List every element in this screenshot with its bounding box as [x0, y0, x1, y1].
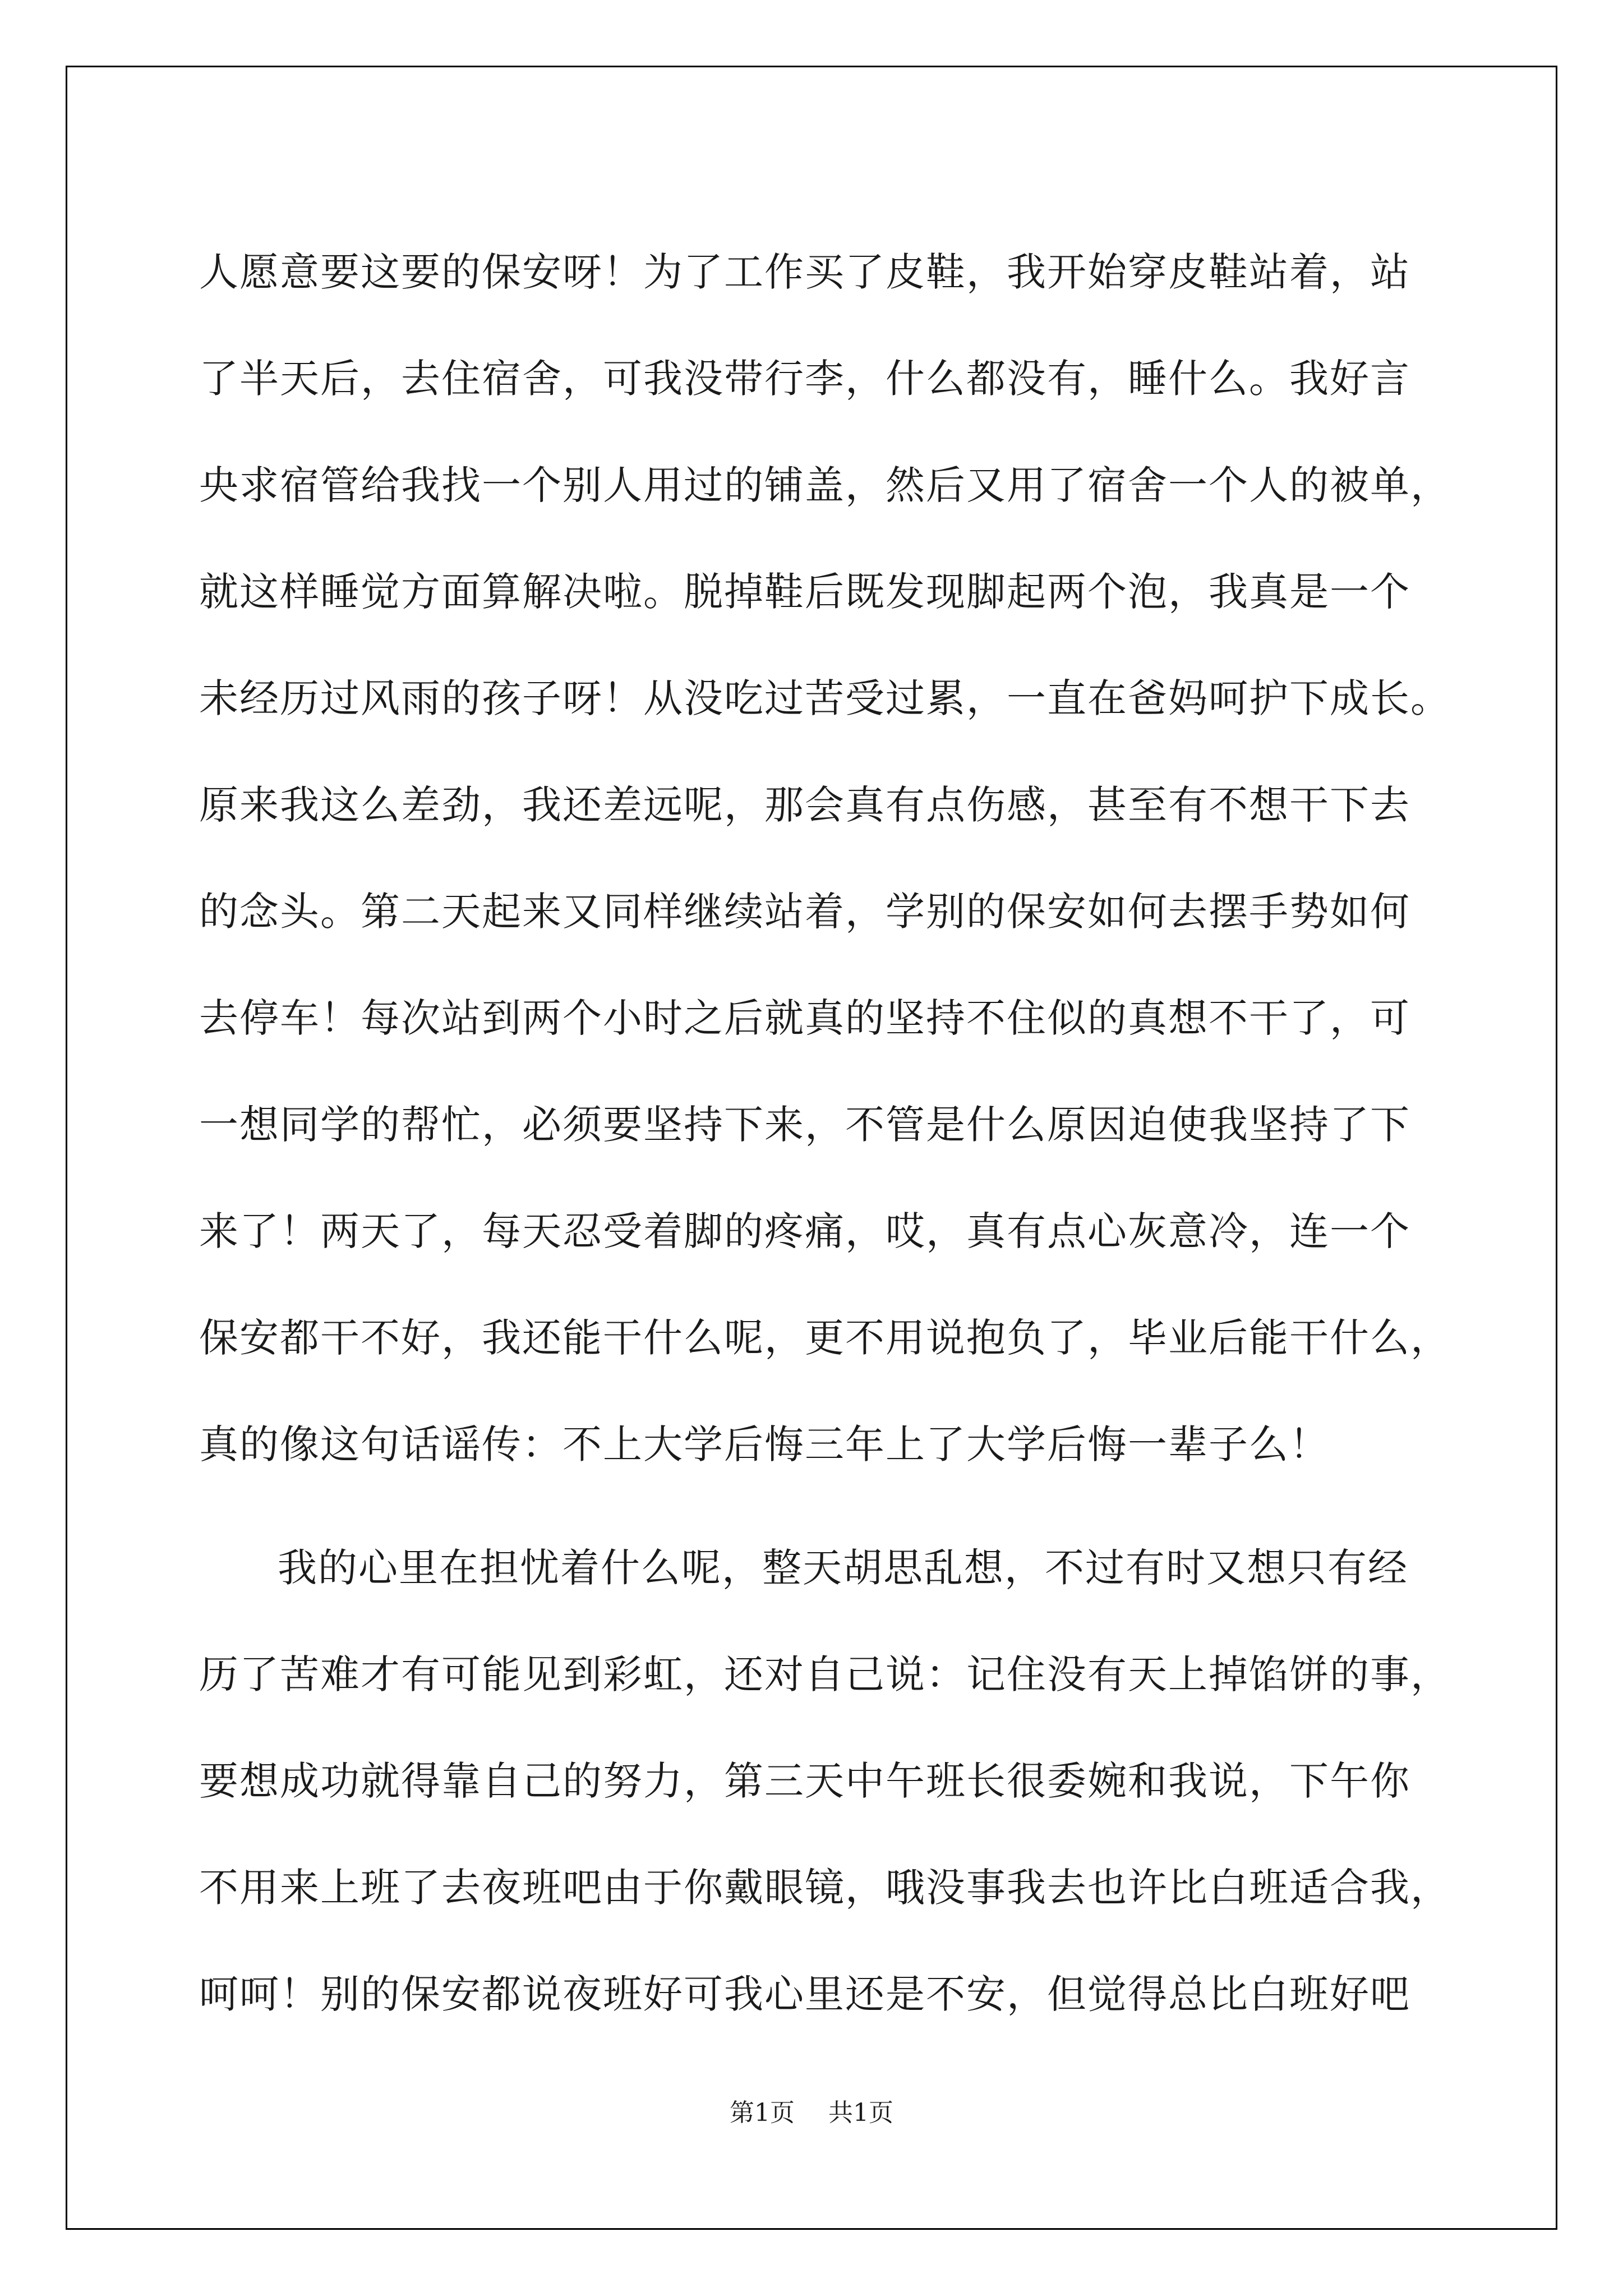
text-line: 人愿意要这要的保安呀！为了工作买了皮鞋，我开始穿皮鞋站着，站 — [199, 249, 1410, 295]
document-body — [199, 219, 1451, 2047]
paragraph — [199, 1515, 1451, 2047]
paragraph — [199, 219, 1451, 1498]
page-number: 第1页 — [730, 2099, 795, 2127]
text-line: 原来我这么差劲，我还差远呢，那会真有点伤感，甚至有不想干下去 — [199, 782, 1410, 828]
text-line: 我的心里在担忧着什么呢，整天胡思乱想，不过有时又想只有经 — [278, 1545, 1408, 1591]
text-line: 的念头。第二天起来又同样继续站着，学别的保安如何去摆手势如何 — [199, 889, 1410, 935]
text-line: 来了！两天了，每天忍受着脚的疼痛，哎，真有点心灰意冷，连一个 — [199, 1208, 1410, 1254]
text-line: 呵呵！别的保安都说夜班好可我心里还是不安，但觉得总比白班好吧 — [199, 1971, 1410, 2017]
text-line: 一想同学的帮忙，必须要坚持下来，不管是什么原因迫使我坚持了下 — [199, 1102, 1410, 1148]
text-line: 了半天后，去住宿舍，可我没带行李，什么都没有，睡什么。我好言 — [199, 356, 1410, 402]
text-line: 就这样睡觉方面算解决啦。脱掉鞋后既发现脚起两个泡，我真是一个 — [199, 569, 1410, 615]
paragraph-spacer — [199, 1498, 1433, 1515]
text-line: 央求宿管给我找一个别人用过的铺盖，然后又用了宿舍一个人的被单， — [199, 462, 1451, 508]
text-line: 历了苦难才有可能见到彩虹，还对自己说：记住没有天上掉馅饼的事， — [199, 1651, 1451, 1697]
text-line: 去停车！每次站到两个小时之后就真的坚持不住似的真想不干了，可 — [199, 995, 1410, 1041]
page-total: 共1页 — [828, 2099, 893, 2127]
page-footer — [0, 2092, 1623, 2128]
text-line: 要想成功就得靠自己的努力，第三天中午班长很委婉和我说，下午你 — [199, 1758, 1410, 1804]
text-line: 未经历过风雨的孩子呀！从没吃过苦受过累，一直在爸妈呵护下成长。 — [199, 675, 1451, 721]
text-line: 保安都干不好，我还能干什么呢，更不用说抱负了，毕业后能干什么， — [199, 1315, 1451, 1361]
text-line: 不用来上班了去夜班吧由于你戴眼镜，哦没事我去也许比白班适合我， — [199, 1865, 1451, 1911]
text-line: 真的像这句话谣传：不上大学后悔三年上了大学后悔一辈子么！ — [199, 1421, 1330, 1467]
